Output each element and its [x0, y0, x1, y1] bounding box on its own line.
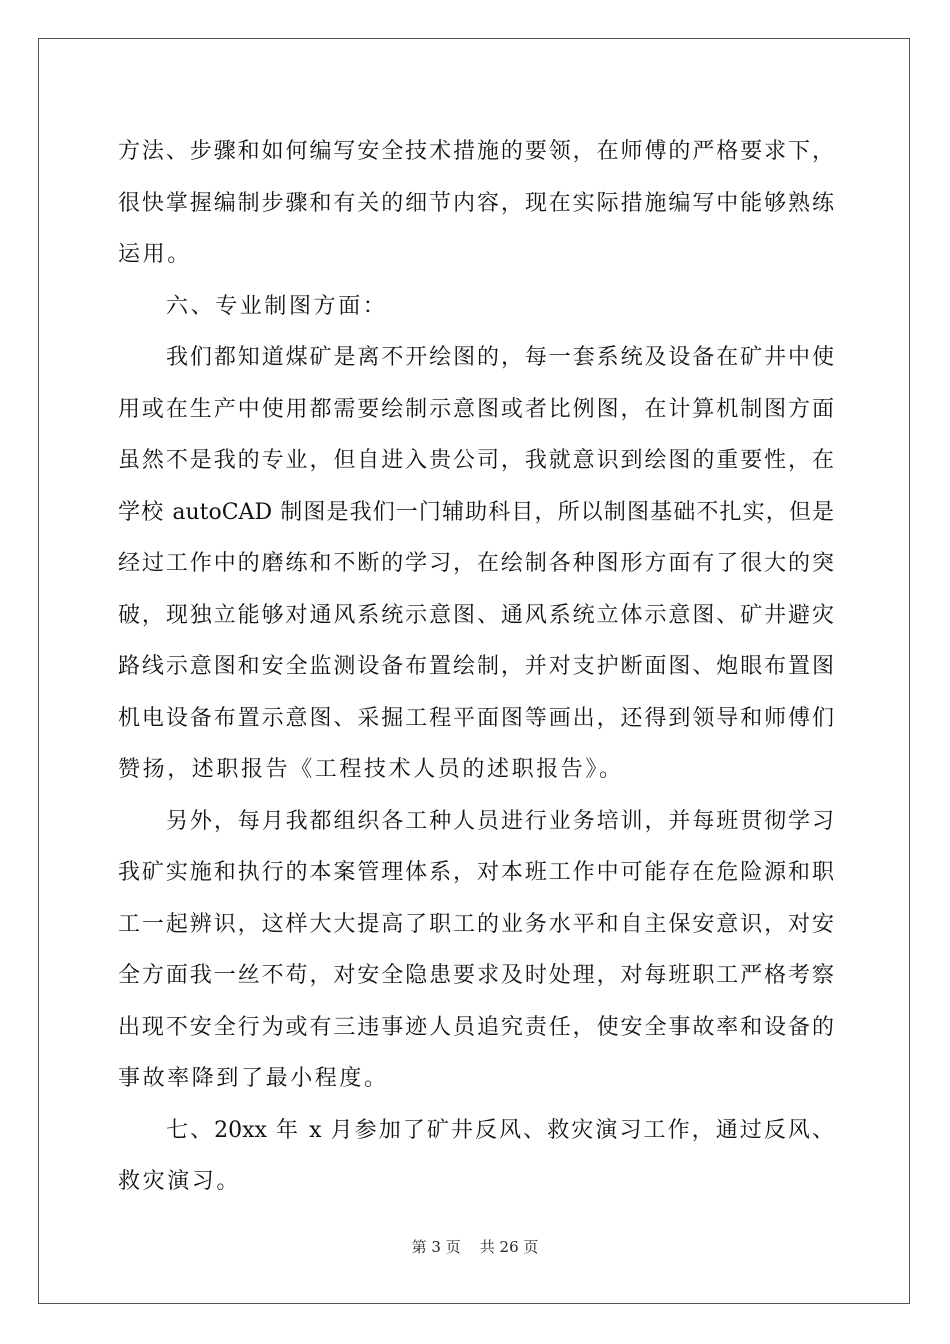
- section-heading: 七、20xx 年 x 月参加了矿井反风、救灾演习工作，通过反风、: [166, 1117, 834, 1143]
- text-line: 另外，每月我都组织各工种人员进行业务培训，并每班贯彻学习: [166, 808, 834, 834]
- text-line: 救灾演习。: [118, 1169, 242, 1194]
- text-line: 我们都知道煤矿是离不开绘图的，每一套系统及设备在矿井中使: [166, 345, 834, 370]
- text-line: 运用。: [118, 242, 192, 267]
- text-line: 出现不安全行为或有三违事迹人员追究责任，使安全事故率和设备的: [118, 1014, 834, 1040]
- text-line: 机电设备布置示意图、采掘工程平面图等画出，还得到领导和师傅们: [118, 705, 834, 731]
- text-line: 虽然不是我的专业，但自进入贵公司，我就意识到绘图的重要性，在: [118, 448, 834, 473]
- text-line: 经过工作中的磨练和不断的学习，在绘制各种图形方面有了很大的突: [118, 551, 834, 576]
- text-line: 用或在生产中使用都需要绘制示意图或者比例图，在计算机制图方面: [118, 396, 834, 422]
- text-line: 工一起辨识，这样大大提高了职工的业务水平和自主保安意识，对安: [118, 911, 834, 937]
- text-line: 全方面我一丝不苟，对安全隐患要求及时处理，对每班职工严格考察: [118, 963, 834, 988]
- text-line: 很快掌握编制步骤和有关的细节内容，现在实际措施编写中能够熟练: [118, 190, 834, 216]
- text-line: 路线示意图和安全监测设备布置绘制，并对支护断面图、炮眼布置图: [118, 654, 834, 679]
- document-body: [118, 126, 834, 1208]
- text-line: 方法、步骤和如何编写安全技术措施的要领，在师傅的严格要求下，: [118, 139, 834, 164]
- section-heading: 六、专业制图方面：: [166, 293, 388, 319]
- text-line: 学校 autoCAD 制图是我们一门辅助科目，所以制图基础不扎实，但是: [118, 499, 834, 525]
- text-line: 破，现独立能够对通风系统示意图、通风系统立体示意图、矿井避灾: [118, 602, 834, 628]
- page-number-footer: 第 3 页 共 26 页: [411, 1238, 539, 1256]
- text-line: 我矿实施和执行的本案管理体系，对本班工作中可能存在危险源和职: [118, 860, 834, 885]
- text-line: 赞扬，述职报告《工程技术人员的述职报告》。: [118, 757, 624, 782]
- text-line: 事故率降到了最小程度。: [118, 1066, 389, 1091]
